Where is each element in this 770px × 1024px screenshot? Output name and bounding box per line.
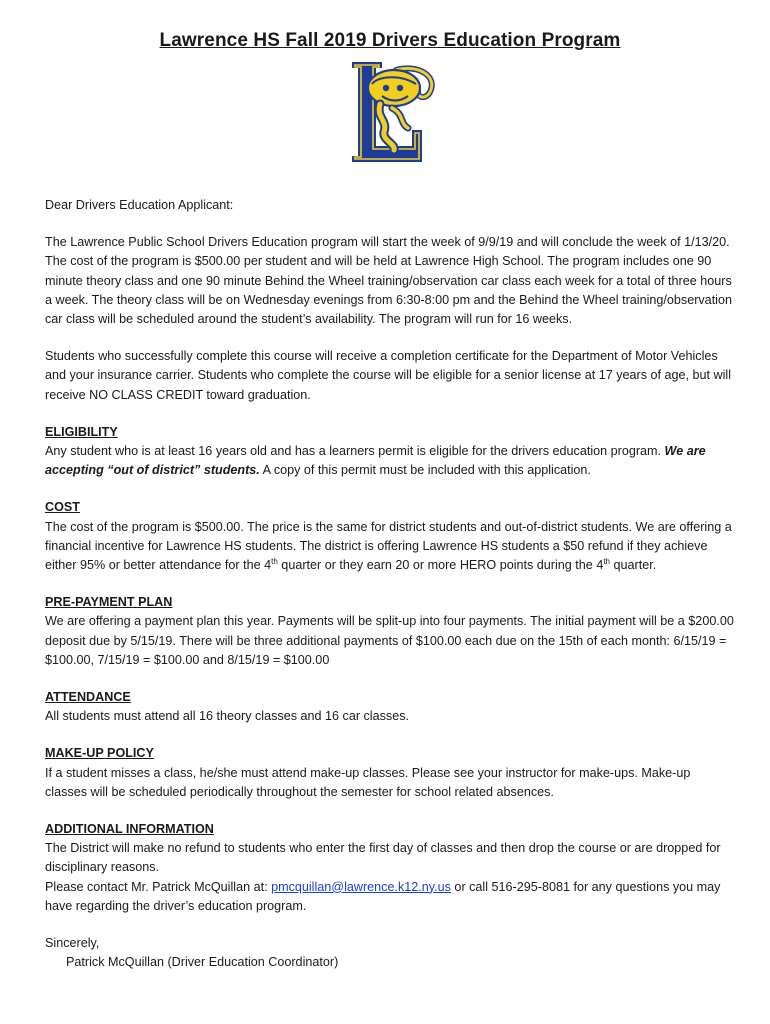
makeup-heading: MAKE-UP POLICY bbox=[45, 746, 154, 761]
contact-text bbox=[45, 878, 735, 916]
eligibility-text-2: A copy of this permit must be included with this application. bbox=[259, 463, 591, 478]
cost-text bbox=[45, 518, 735, 576]
eligibility-heading: ELIGIBILITY bbox=[45, 424, 118, 439]
greeting: Dear Drivers Education Applicant: bbox=[45, 198, 234, 212]
cost-heading: COST bbox=[45, 500, 80, 515]
refund-policy-text: The District will make no refund to students who enter the first day of classes and then drop the course or are dropped for disciplinary reasons. bbox=[45, 841, 721, 875]
eligibility-section bbox=[45, 423, 735, 481]
cost-text-1: The cost of the program is $500.00. The price is the same for district students and out-of-district students. We are offering a financial incentive for Lawrence HS students. The district is offering Lawrence HS students a $50 refund if they achieve either 95% or better attendance for the 4 bbox=[45, 519, 732, 573]
intro-paragraph: The Lawrence Public School Drivers Education program will start the week of 9/9/19 and will conclude the week of 1/13/20. The cost of the program is $500.00 per student and will be held at Lawrence High School. The program includes one 90 minute theory class and one 90 minute Behind the Wheel training/observation car class each week for a total of three hours a week. The theory class will be on Wednesday evenings from 6:30-8:00 pm and the Behind the Wheel training/observation car class will be scheduled around the student’s availability. The program will run for 16 weeks. bbox=[45, 235, 732, 327]
contact-suffix: or call 516-295-8081 for any questions you may have regarding the driver’s education program. bbox=[45, 879, 721, 913]
contact-prefix: Please contact Mr. Patrick McQuillan at: bbox=[45, 879, 272, 894]
cost-superscript-2: th bbox=[603, 557, 610, 567]
cost-text-3: quarter. bbox=[610, 558, 657, 573]
logo-container bbox=[45, 58, 735, 166]
attendance-heading: ATTENDANCE bbox=[45, 690, 131, 705]
eligibility-text bbox=[45, 442, 735, 480]
prepayment-text: We are offering a payment plan this year. Payments will be split-up into four payments. The initial payment will be a $200.00 deposit due by 5/15/19. There will be three additional payments of $100.00 each due on the 15th of each month: 6/15/19 = $100.00, 7/15/19 = $100.00 and 8/15/19 = $100.00 bbox=[45, 614, 734, 667]
attendance-text: All students must attend all 16 theory classes and 16 car classes. bbox=[45, 709, 410, 724]
cost-text-2: quarter or they earn 20 or more HERO points during the 4 bbox=[277, 558, 604, 573]
cost-superscript-1: th bbox=[271, 557, 278, 567]
prepayment-heading: PRE-PAYMENT PLAN bbox=[45, 595, 173, 610]
document-page bbox=[45, 30, 735, 973]
cost-section bbox=[45, 498, 735, 575]
additional-info-section bbox=[45, 820, 735, 916]
makeup-section bbox=[45, 744, 735, 802]
contact-email-link[interactable]: pmcquillan@lawrence.k12.ny.us bbox=[271, 879, 451, 894]
document-title: Lawrence HS Fall 2019 Drivers Education Program bbox=[159, 30, 621, 51]
signer-name: Patrick McQuillan (Driver Education Coordinator) bbox=[66, 955, 339, 970]
additional-info-heading: ADDITIONAL INFORMATION bbox=[45, 822, 214, 837]
completion-paragraph: Students who successfully complete this course will receive a completion certificate for the Department of Motor Vehicles and your insurance carrier. Students who complete the course will be eligible for a senior license at 17 years of age, but will receive NO CLASS CREDIT toward graduation. bbox=[45, 349, 732, 402]
makeup-text: If a student misses a class, he/she must attend make-up classes. Please see your instructor for make-ups. Make-up classes will be scheduled periodically throughout the semester for school related absences. bbox=[45, 765, 691, 799]
closing: Sincerely, bbox=[45, 936, 100, 951]
school-mascot-logo bbox=[338, 58, 442, 166]
prepayment-section bbox=[45, 593, 735, 670]
attendance-section bbox=[45, 688, 735, 726]
out-of-district-note: We are accepting “out of district” students. bbox=[45, 444, 706, 478]
eligibility-text-1: Any student who is at least 16 years old and has a learners permit is eligible for the drivers education program. bbox=[45, 444, 662, 459]
